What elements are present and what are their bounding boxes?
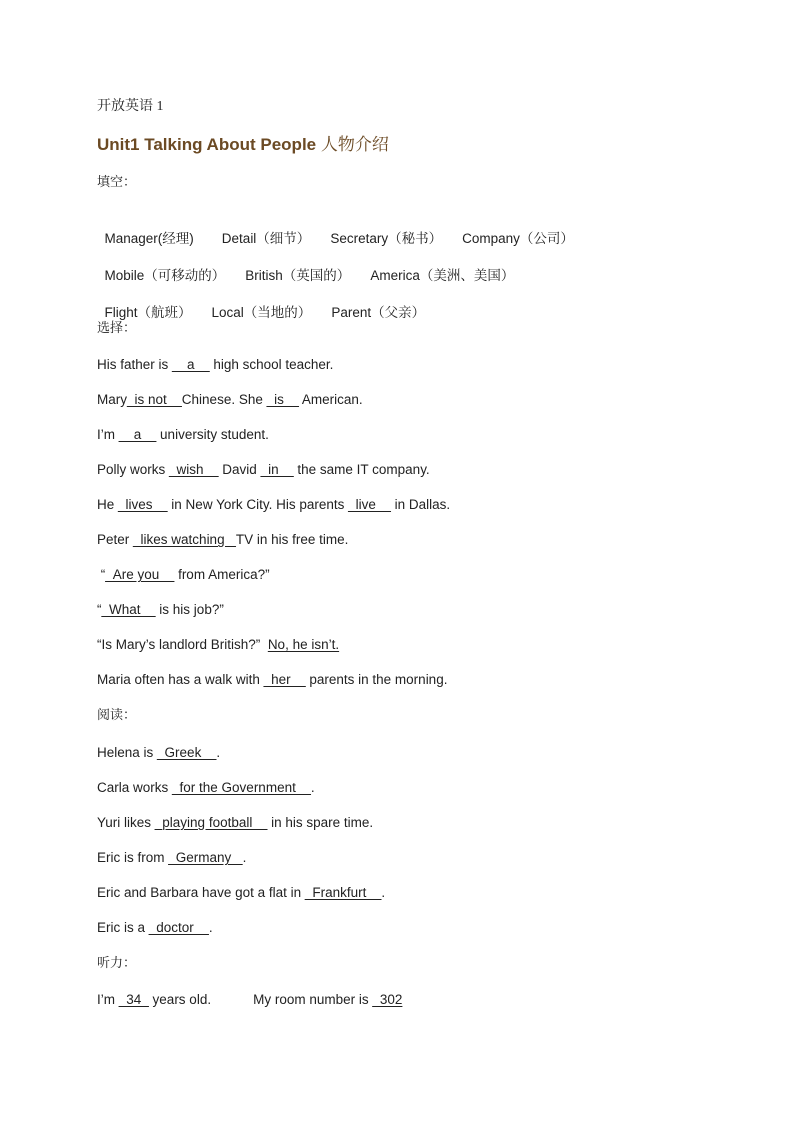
vocab-item: Mobile（可移动的）: [104, 268, 226, 283]
vocab-item: Manager(经理): [104, 231, 194, 246]
choose-sentence: [97, 390, 363, 410]
answer-blank: __a__: [118, 427, 157, 442]
choose-sentence: [97, 530, 348, 550]
section-heading-choose: 选择：: [97, 321, 137, 336]
sentence-text: Eric is from: [97, 850, 169, 865]
sentence-text: years old.: [148, 992, 212, 1007]
vocab-item: Company（公司）: [462, 231, 574, 246]
sentence-text: I’m: [97, 992, 119, 1007]
sentence-text: Carla works: [97, 780, 173, 795]
answer-blank: _live__: [348, 497, 391, 512]
answer-blank: No, he isn’t.: [267, 637, 340, 652]
sentence-text: American.: [298, 392, 363, 407]
title-english: Unit1 Talking About People: [97, 135, 321, 154]
choose-sentence: [97, 355, 333, 375]
answer-blank: _her__: [263, 672, 306, 687]
sentence-text: I’m: [97, 427, 119, 442]
section-heading-fill: 填空：: [97, 175, 137, 190]
sentence-text: He: [97, 497, 119, 512]
choose-sentence: [97, 460, 430, 480]
choose-sentence: [97, 600, 224, 620]
sentence-text: My room number is: [253, 992, 373, 1007]
sentence-text: .: [381, 885, 386, 900]
sentence-text: David: [218, 462, 261, 477]
answer-blank: _Frankfurt__: [304, 885, 382, 900]
vocab-row: [97, 283, 425, 323]
listen-sentence: [97, 990, 402, 1010]
answer-blank: _lives__: [118, 497, 168, 512]
sentence-text: .: [216, 745, 221, 760]
vocab-item: Secretary（秘书）: [330, 231, 443, 246]
answer-blank: _302: [372, 992, 403, 1007]
sentence-text: university student.: [156, 427, 269, 442]
read-sentence: [97, 848, 246, 868]
title-chinese: 人物介绍: [320, 135, 389, 155]
sentence-text: the same IT company.: [293, 462, 430, 477]
answer-blank: _wish__: [169, 462, 219, 477]
read-sentence: [97, 813, 373, 833]
vocab-row: [97, 246, 514, 286]
sentence-text: “: [97, 602, 102, 617]
answer-blank: _playing football__: [154, 815, 268, 830]
sentence-text: TV in his free time.: [235, 532, 349, 547]
answer-blank: _Germany _: [168, 850, 243, 865]
sentence-text: .: [310, 780, 315, 795]
read-sentence: [97, 743, 220, 763]
vocab-item: America（美洲、美国）: [370, 268, 515, 283]
page-title: [97, 135, 389, 155]
sentence-text: Eric is a: [97, 920, 149, 935]
sentence-text: Eric and Barbara have got a flat in: [97, 885, 305, 900]
answer-blank: _in__: [260, 462, 294, 477]
sentence-text: from America?”: [174, 567, 270, 582]
vocab-item: Detail（细节）: [221, 231, 311, 246]
answer-blank: _What__: [101, 602, 156, 617]
answer-blank: __a__: [172, 357, 210, 372]
read-sentence: [97, 918, 213, 938]
sentence-text: in Dallas.: [390, 497, 451, 512]
choose-sentence: [97, 495, 450, 515]
sentence-text: in New York City. His parents: [167, 497, 349, 512]
choose-sentence: [97, 425, 269, 445]
choose-sentence: [97, 670, 447, 690]
sentence-text: is his job?”: [155, 602, 224, 617]
sentence-text: Polly works: [97, 462, 170, 477]
vocab-item: British（英国的）: [245, 268, 351, 283]
document-subtitle: 开放英语 1: [97, 99, 164, 114]
answer-blank: _is not__: [127, 392, 182, 407]
vocab-item: Flight（航班）: [104, 305, 192, 320]
answer-blank: _Are you__: [105, 567, 175, 582]
answer-blank: _34_: [118, 992, 149, 1007]
read-sentence: [97, 778, 315, 798]
read-sentence: [97, 883, 385, 903]
vocab-row: [97, 209, 574, 249]
section-heading-read: 阅读：: [97, 708, 137, 723]
sentence-text: Peter: [97, 532, 134, 547]
vocab-item: Local（当地的）: [211, 305, 312, 320]
sentence-text: Mary: [97, 392, 127, 407]
sentence-text: “: [97, 567, 106, 582]
answer-blank: _Greek__: [157, 745, 217, 760]
sentence-text: His father is: [97, 357, 173, 372]
answer-blank: _is__: [266, 392, 299, 407]
answer-blank: _likes watching _: [133, 532, 236, 547]
sentence-text: .: [208, 920, 213, 935]
sentence-text: Yuri likes: [97, 815, 155, 830]
section-heading-listen: 听力：: [97, 956, 137, 971]
sentence-text: .: [242, 850, 247, 865]
sentence-text: Maria often has a walk with: [97, 672, 264, 687]
sentence-text: Chinese. She: [181, 392, 267, 407]
answer-blank: _doctor__: [148, 920, 209, 935]
sentence-text: in his spare time.: [267, 815, 374, 830]
sentence-text: “Is Mary’s landlord British?”: [97, 637, 268, 652]
choose-sentence: [97, 565, 270, 585]
vocab-item: Parent（父亲）: [331, 305, 426, 320]
sentence-text: high school teacher.: [209, 357, 334, 372]
answer-blank: _for the Government__: [172, 780, 311, 795]
sentence-text: parents in the morning.: [305, 672, 448, 687]
choose-sentence: [97, 635, 339, 655]
sentence-text: Helena is: [97, 745, 158, 760]
